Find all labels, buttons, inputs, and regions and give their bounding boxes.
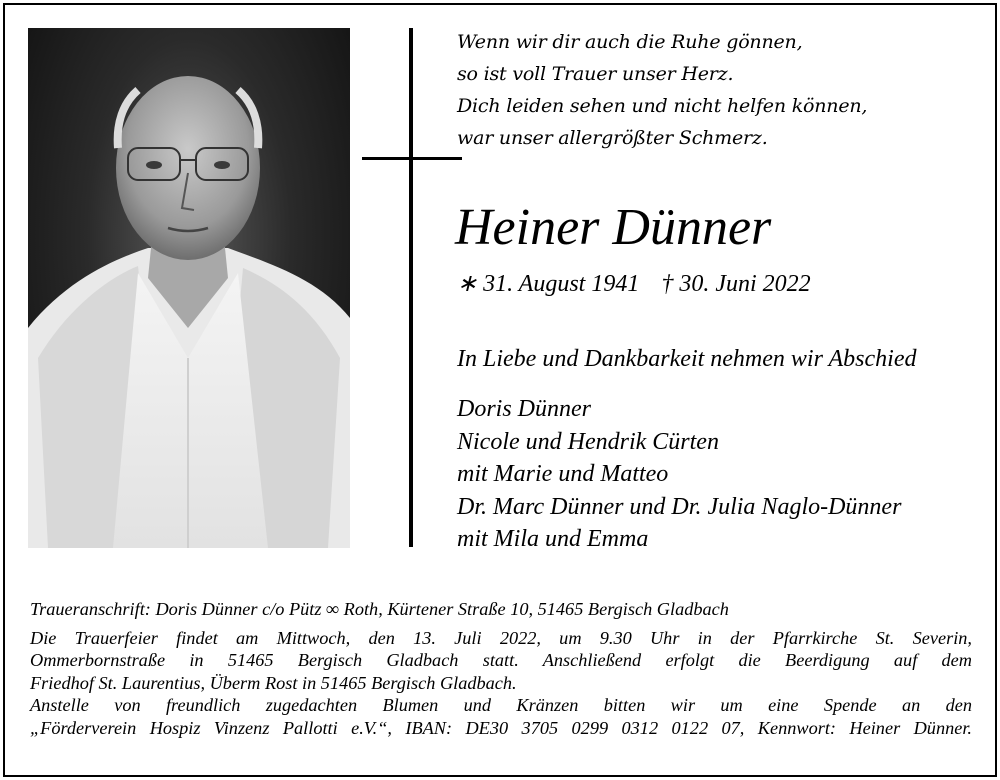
deceased-name: Heiner Dünner xyxy=(455,199,772,256)
cross-vertical-bar xyxy=(409,28,413,547)
mourner-line: mit Marie und Matteo xyxy=(457,461,669,487)
donation-request xyxy=(30,694,972,739)
poem-line: so ist voll Trauer unser Herz. xyxy=(457,63,734,85)
ceremony-line: Die Trauerfeier findet am Mittwoch, den 13. Juli 2022, um 9.30 Uhr in der Pfarrkirche St. Severin, xyxy=(30,627,972,648)
poem-line: Dich leiden sehen und nicht helfen können, xyxy=(457,95,868,117)
death-date: † 30. Juni 2022 xyxy=(661,271,811,297)
ceremony-line: Friedhof St. Laurentius, Überm Rost in 51465 Bergisch Gladbach. xyxy=(30,672,517,693)
donation-line: „Förderverein Hospiz Vinzenz Pallotti e.V.“, IBAN: DE30 3705 0299 0312 0122 07, Kennwort: Heiner Dünner. xyxy=(30,717,972,738)
mourner-line: mit Mila und Emma xyxy=(457,526,649,552)
poem-line: Wenn wir dir auch die Ruhe gönnen, xyxy=(457,31,803,53)
mourner-line: Nicole und Hendrik Cürten xyxy=(457,428,719,455)
life-dates xyxy=(457,268,811,300)
poem-line: war unser allergrößter Schmerz. xyxy=(457,127,768,149)
memorial-poem xyxy=(457,26,867,154)
cross-horizontal-bar xyxy=(362,157,462,160)
mourners-list xyxy=(457,393,901,556)
mourning-address: Traueranschrift: Doris Dünner c/o Pütz ∞ Roth, Kürtener Straße 10, 51465 Bergisch Gladbach xyxy=(30,599,729,619)
portrait-photo xyxy=(28,28,350,548)
farewell-statement: In Liebe und Dankbarkeit nehmen wir Abschied xyxy=(457,346,917,372)
birth-date: ∗ 31. August 1941 xyxy=(457,271,640,297)
ceremony-details xyxy=(30,627,972,695)
mourner-line: Doris Dünner xyxy=(457,396,592,422)
portrait-illustration xyxy=(28,28,350,548)
ceremony-line: Ommerbornstraße in 51465 Bergisch Gladbach statt. Anschließend erfolgt die Beerdigung auf dem xyxy=(30,650,972,671)
funeral-information xyxy=(30,598,972,740)
mourner-line: Dr. Marc Dünner und Dr. Julia Naglo-Dünner xyxy=(457,493,902,520)
donation-line: Anstelle von freundlich zugedachten Blumen und Kränzen bitten wir um eine Spende an den xyxy=(30,695,972,716)
